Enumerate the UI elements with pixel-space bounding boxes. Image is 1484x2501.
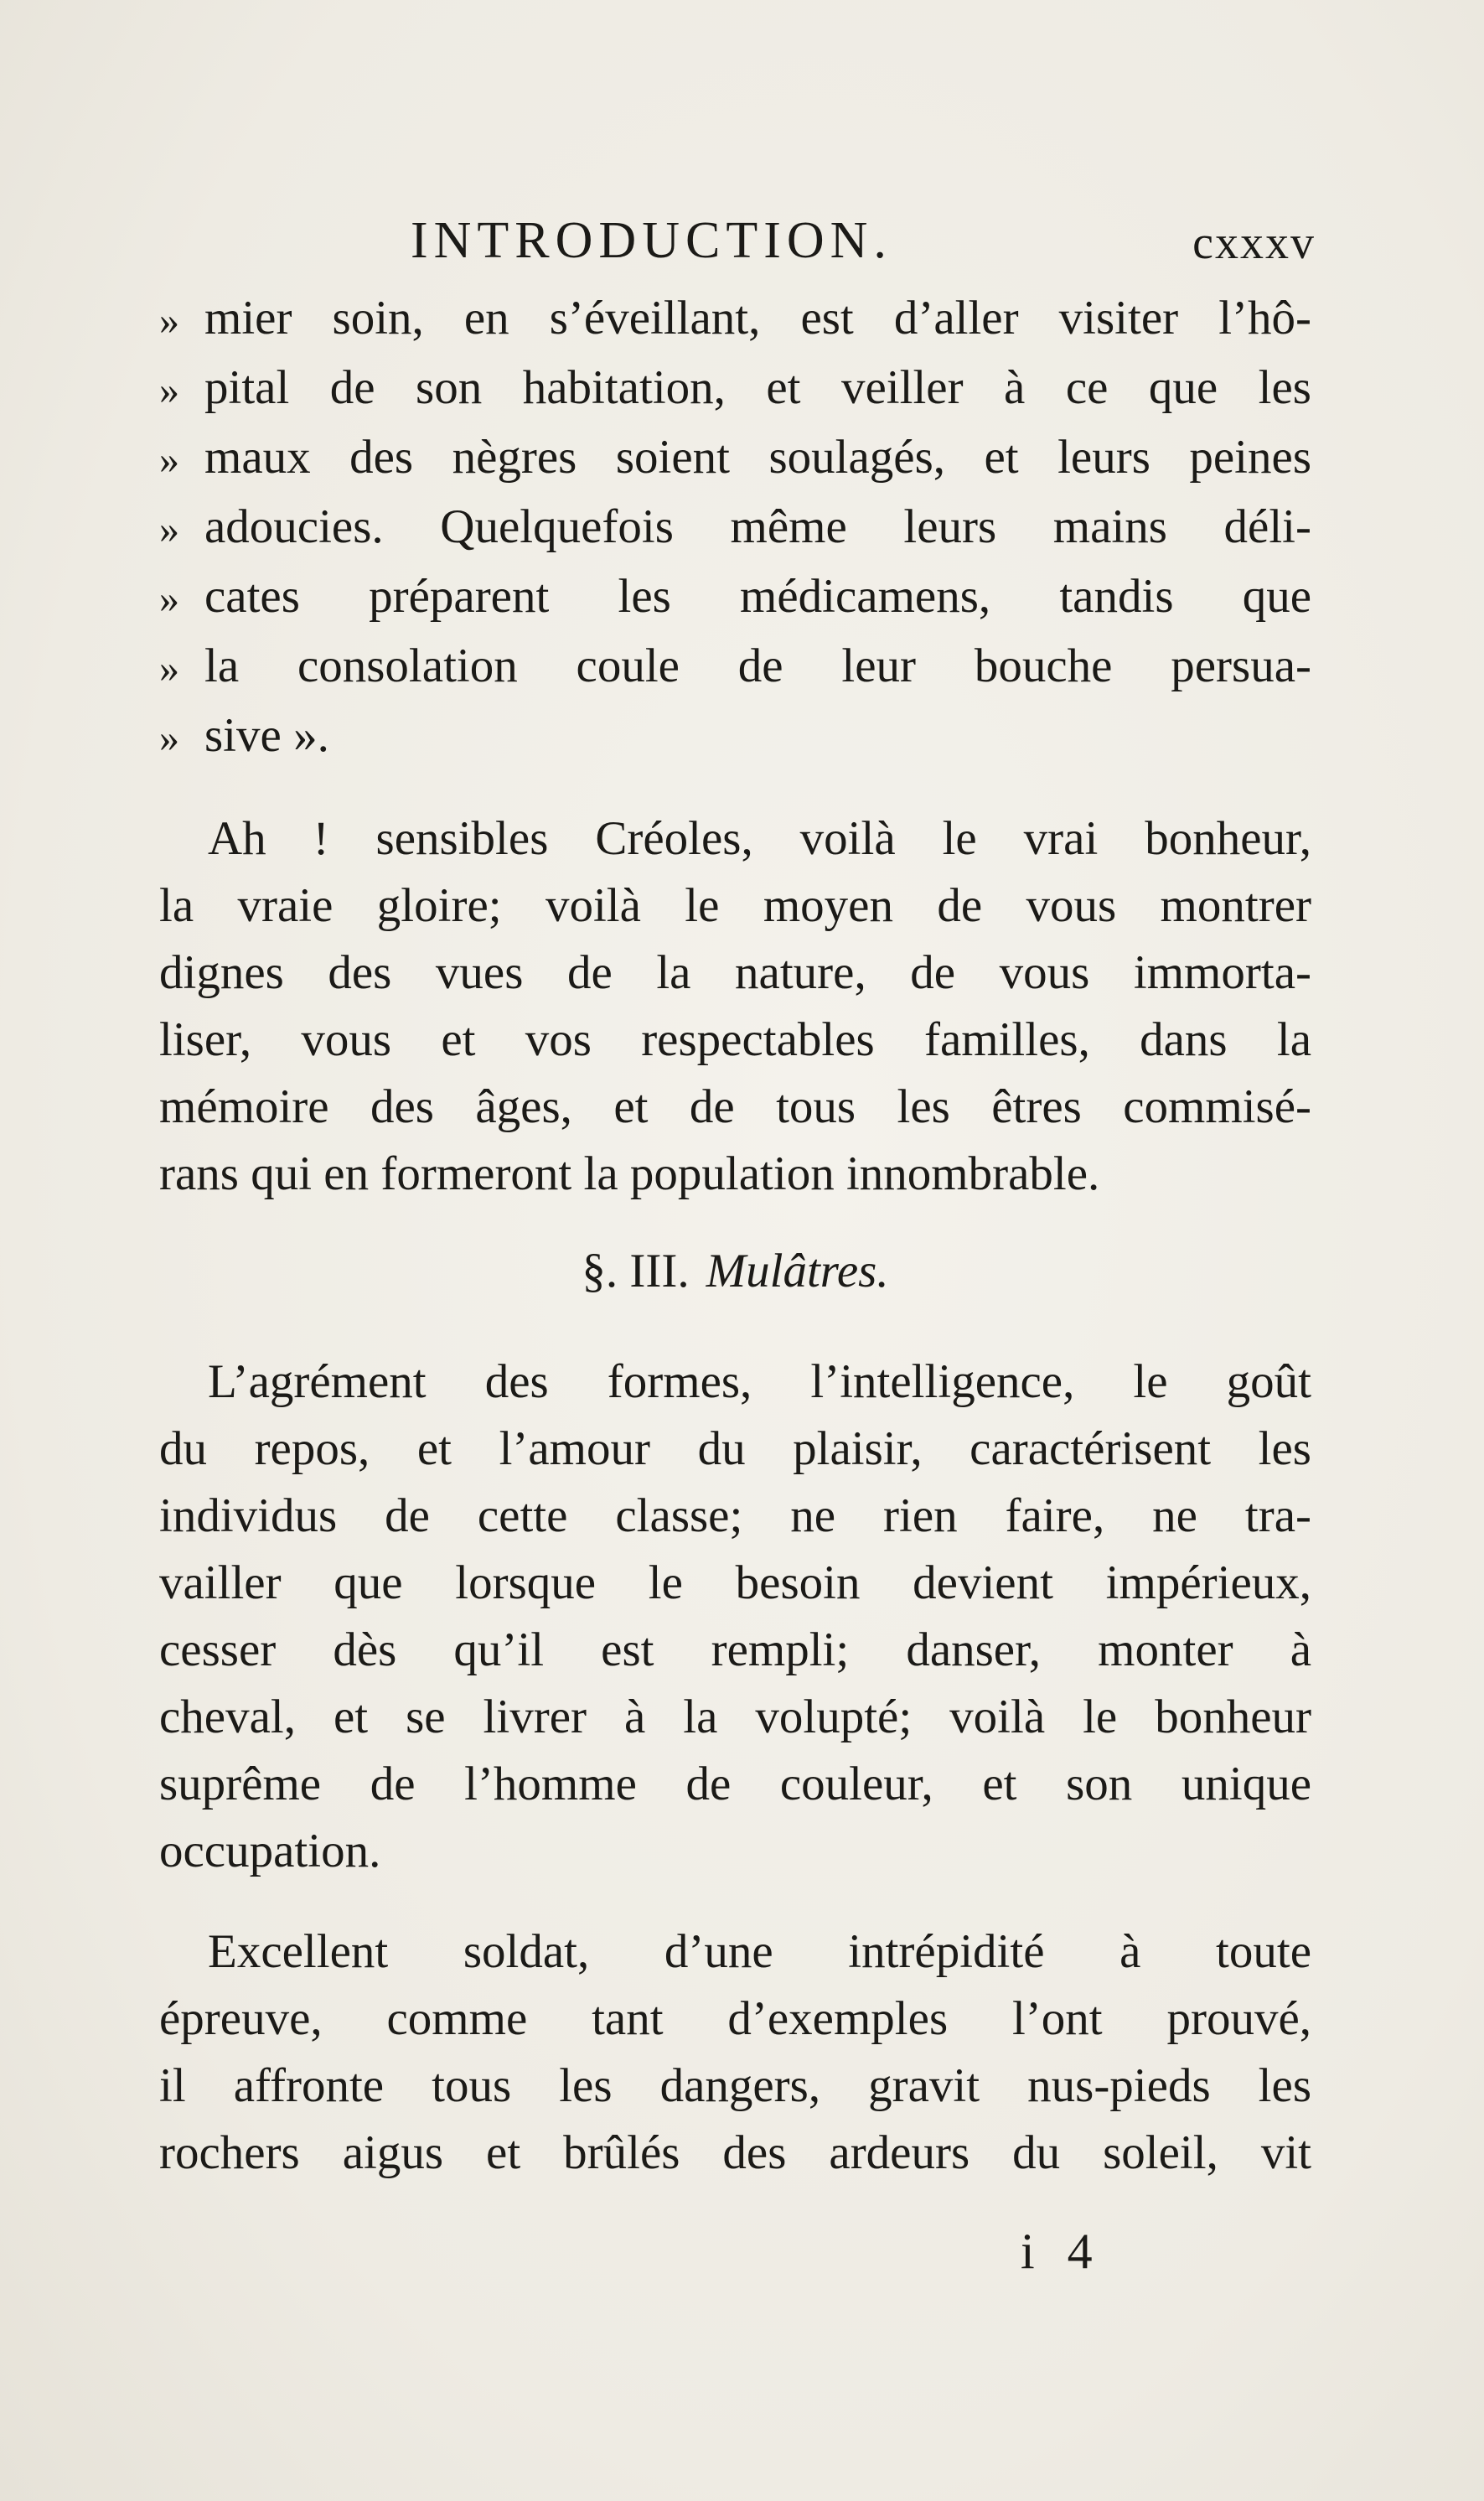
quote-mark: » xyxy=(159,577,179,621)
text-line: la vraie gloire; voilà le moyen de vous montrer xyxy=(159,879,1311,932)
quote-mark: » xyxy=(159,368,179,412)
text-line: suprême de l’homme de couleur, et son unique xyxy=(159,1758,1311,1810)
running-title: INTRODUCTION. xyxy=(411,212,892,269)
section-heading xyxy=(159,1238,1311,1305)
text-line: il affronte tous les dangers, gravit nus-pieds les xyxy=(159,2059,1311,2112)
text-line: épreuve, comme tant d’exemples l’ont prouvé, xyxy=(159,1992,1311,2045)
quote-line: » adoucies. Quelquefois même leurs mains déli- xyxy=(159,494,1311,563)
quote-mark: » xyxy=(159,507,179,551)
text-line: rochers aigus et brûlés des ardeurs du soleil, vit xyxy=(159,2126,1311,2179)
text-line: cesser dès qu’il est rempli; danser, monter à xyxy=(159,1623,1311,1676)
quote-line: » sive ». xyxy=(159,702,1311,772)
quote-line: » maux des nègres soient soulagés, et leurs peines xyxy=(159,424,1311,494)
quote-line: » mier soin, en s’éveillant, est d’aller visiter l’hô- xyxy=(159,285,1311,355)
text-line: vailler que lorsque le besoin devient impérieux, xyxy=(159,1556,1311,1609)
quote-line: » cates préparent les médicamens, tandis que xyxy=(159,563,1311,633)
page-number: cxxxv xyxy=(1192,217,1316,269)
paragraph-gap xyxy=(159,772,1311,805)
paragraph-sensibles-creoles xyxy=(159,805,1311,1208)
paragraph-excellent-soldat xyxy=(159,1918,1311,2187)
text-line: Ah ! sensibles Créoles, voilà le vrai bonheur, xyxy=(208,812,1311,865)
signature-mark: i 4 xyxy=(1021,2224,1103,2279)
text-line: cheval, et se livrer à la volupté; voilà le bonheur xyxy=(159,1691,1311,1743)
text-line: occupation. xyxy=(159,1825,381,1877)
text-line: dignes des vues de la nature, de vous immorta- xyxy=(159,946,1311,999)
paragraph-gap xyxy=(159,1885,1311,1918)
text-line: Excellent soldat, d’une intrépidité à toute xyxy=(208,1925,1311,1978)
quote-line: » pital de son habitation, et veiller à ce que les xyxy=(159,355,1311,424)
quotation-block xyxy=(159,285,1311,772)
section-number: §. III. xyxy=(582,1245,690,1297)
quote-mark: » xyxy=(159,716,179,760)
text-line: mémoire des âges, et de tous les êtres commisé- xyxy=(159,1080,1311,1133)
text-line: individus de cette classe; ne rien faire, ne tra- xyxy=(159,1489,1311,1542)
text-line: rans qui en formeront la population innombrable. xyxy=(159,1147,1100,1200)
paragraph-agrement xyxy=(159,1349,1311,1885)
text-line: du repos, et l’amour du plaisir, caractérisent les xyxy=(159,1422,1311,1475)
text-line: L’agrément des formes, l’intelligence, le goût xyxy=(208,1355,1311,1408)
section-title: Mulâtres. xyxy=(706,1245,889,1297)
quote-mark: » xyxy=(159,298,179,343)
quote-line: » la consolation coule de leur bouche persua- xyxy=(159,633,1311,702)
quote-mark: » xyxy=(159,438,179,482)
text-line: liser, vous et vos respectables familles, dans la xyxy=(159,1013,1311,1066)
page-header xyxy=(411,211,1316,278)
quote-mark: » xyxy=(159,646,179,691)
body-text xyxy=(159,285,1311,2187)
